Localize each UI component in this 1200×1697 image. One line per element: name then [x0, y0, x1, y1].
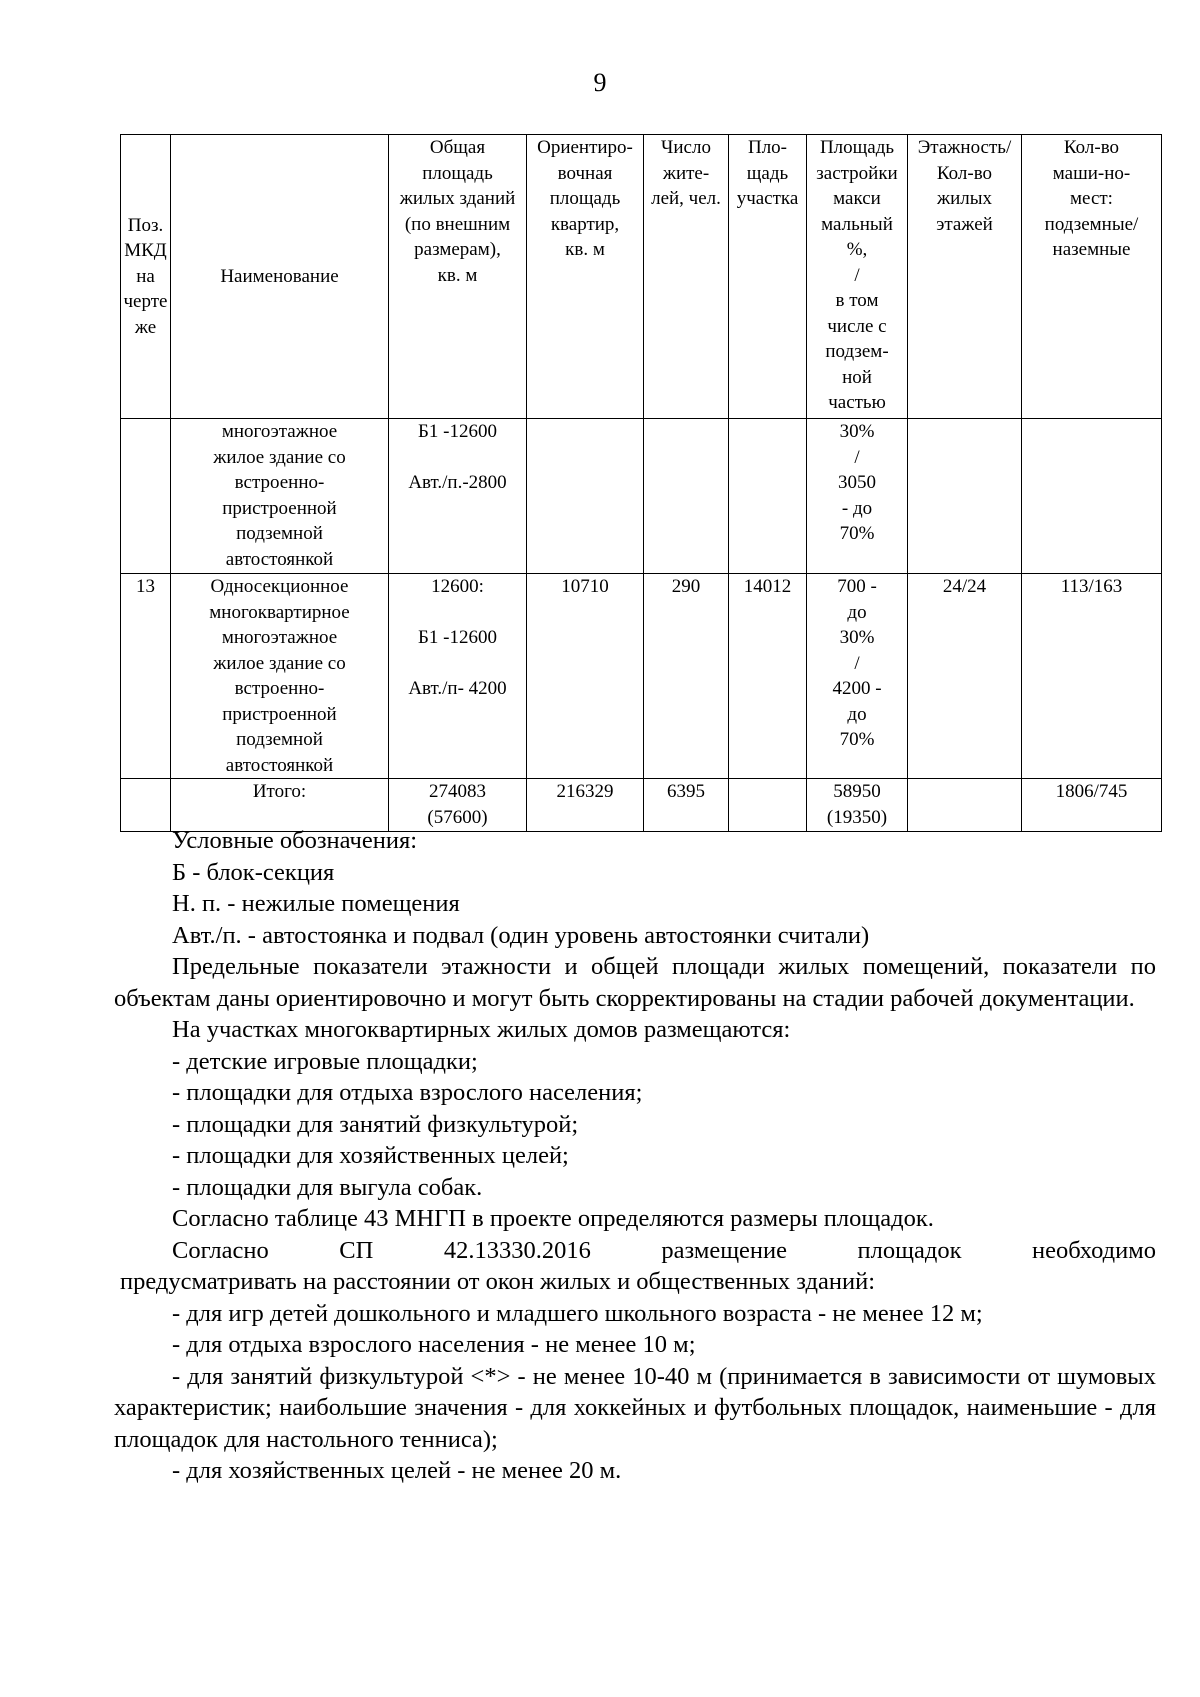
list-item: - для отдыха взрослого населения - не менее 10 м;	[172, 1331, 696, 1358]
table-cell: 13	[121, 574, 171, 779]
header-cell: Ориентиро- вочная площадь квартир, кв. м	[527, 135, 644, 419]
table-cell: многоэтажное жилое здание со встроенно- пристроенной подземной автостоянкой	[171, 419, 389, 574]
table-row	[121, 419, 1162, 574]
table-cell: Б1 -12600 Авт./п.-2800	[389, 419, 527, 574]
list-item: - для игр детей дошкольного и младшего школьного возраста - не менее 12 м;	[172, 1299, 983, 1327]
table-cell: 290	[644, 574, 729, 779]
page-number: 9	[593, 68, 607, 97]
table-header-row	[121, 135, 1162, 419]
table-cell	[729, 779, 807, 832]
legend-item: Б - блок-секция	[172, 858, 335, 886]
list-item: - для хозяйственных целей - не менее 20 м.	[172, 1457, 622, 1484]
list-item: - площадки для хозяйственных целей;	[172, 1142, 569, 1169]
table-cell: 30% / 3050 - до 70%	[807, 419, 908, 574]
table-cell	[729, 419, 807, 574]
header-cell: Общая площадь жилых зданий (по внешним размерам), кв. м	[389, 135, 527, 419]
table-cell: 1806/745	[1022, 779, 1162, 832]
table-cell	[1022, 419, 1162, 574]
table-cell	[908, 419, 1022, 574]
table-row	[121, 574, 1162, 779]
list-item: - детские игровые площадки;	[172, 1047, 478, 1075]
list-item: - для занятий физкультурой <*> - не менее 10-40 м (принимается в зависимости от шумовых характеристик; наибольшие значения - для хоккейных и футбольных площадок, наименьшие - для площадок для настольного тенниса);	[114, 1362, 1156, 1453]
legend-item: Авт./п. - автостоянка и подвал (один уровень автостоянки считали)	[172, 921, 870, 949]
table-cell: Односекционное многоквартирное многоэтажное жилое здание со встроенно- пристроенной подземной автостоянкой	[171, 574, 389, 779]
table-cell: 14012	[729, 574, 807, 779]
table-cell: 113/163	[1022, 574, 1162, 779]
header-cell: Пло- щадь участка	[729, 135, 807, 419]
table-cell: 274083 (57600)	[389, 779, 527, 832]
list-item: - площадки для занятий физкультурой;	[172, 1110, 579, 1138]
table-cell	[908, 779, 1022, 832]
table-cell: 700 - до 30% / 4200 - до 70%	[807, 574, 908, 779]
legend-title: Условные обозначения:	[172, 827, 418, 854]
header-cell: Кол-во маши-но- мест: подземные/ наземные	[1022, 135, 1162, 419]
table-cell: 10710	[527, 574, 644, 779]
paragraph: Согласно таблице 43 МНГП в проекте определяются размеры площадок.	[172, 1205, 934, 1232]
table-cell: Итого:	[171, 779, 389, 832]
paragraph: Предельные показатели этажности и общей площади жилых помещений, показатели по объектам даны ориентировочно и могут быть скорректированы на стадии рабочей документации.	[114, 953, 1156, 1012]
data-table	[120, 134, 1162, 832]
header-cell: Площадь застройки макси мальный %, / в том числе с подзем- ной частью	[807, 135, 908, 419]
table-cell	[121, 419, 171, 574]
table-cell: 6395	[644, 779, 729, 832]
paragraph-line: Согласно СП 42.13330.2016 размещение площадок необходимо	[172, 1236, 1156, 1264]
list-item: - площадки для выгула собак.	[172, 1173, 483, 1201]
header-cell: Поз. МКД на черте же	[121, 135, 171, 419]
paragraph: На участках многоквартирных жилых домов размещаются:	[172, 1016, 791, 1043]
table-cell: 58950 (19350)	[807, 779, 908, 832]
table-cell	[121, 779, 171, 832]
table-cell	[527, 419, 644, 574]
header-cell: Наименование	[171, 135, 389, 419]
header-cell: Этажность/ Кол-во жилых этажей	[908, 135, 1022, 419]
body-text	[114, 825, 1156, 1487]
table-cell: 24/24	[908, 574, 1022, 779]
legend-item: Н. п. - нежилые помещения	[172, 890, 460, 917]
table-cell	[644, 419, 729, 574]
table-total-row	[121, 779, 1162, 832]
table-cell: 12600: Б1 -12600 Авт./п- 4200	[389, 574, 527, 779]
table-cell: 216329	[527, 779, 644, 832]
paragraph-line: предусматривать на расстоянии от окон жилых и общественных зданий:	[120, 1268, 876, 1295]
list-item: - площадки для отдыха взрослого населения;	[172, 1079, 643, 1106]
header-cell: Число жите- лей, чел.	[644, 135, 729, 419]
